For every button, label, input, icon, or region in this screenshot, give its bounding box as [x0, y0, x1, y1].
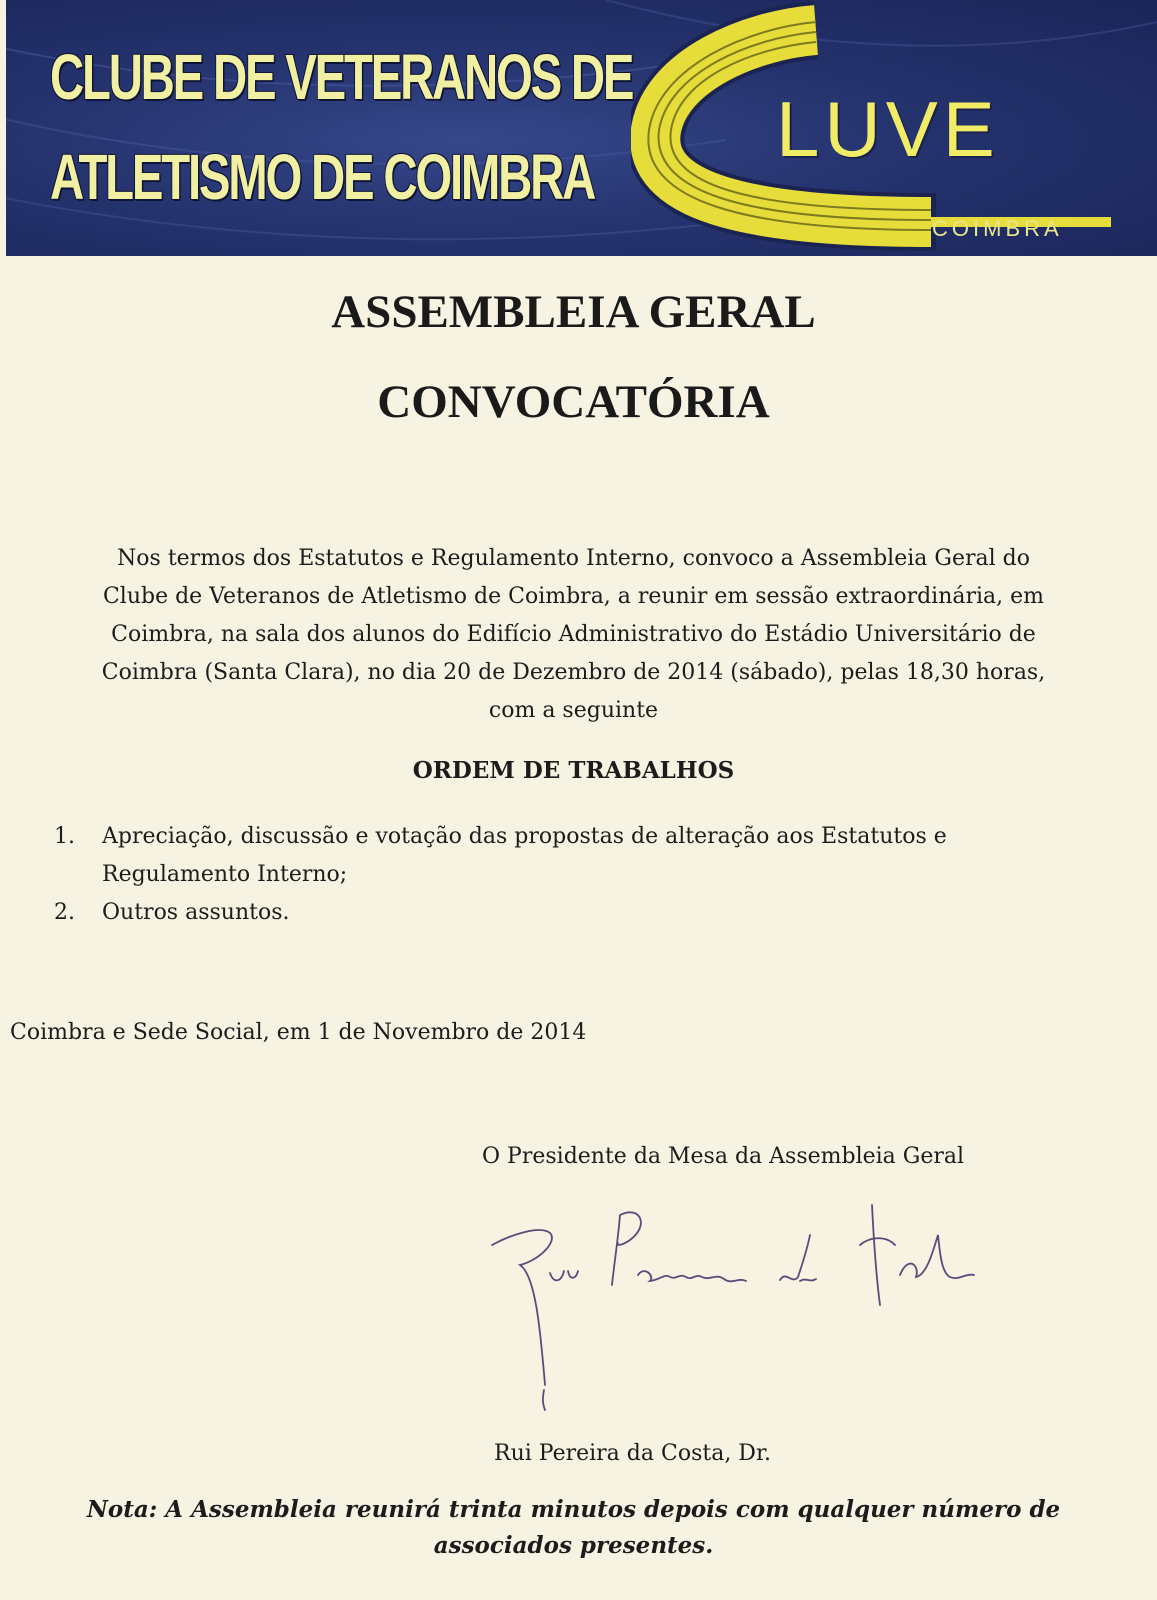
note-line: associados presentes.	[433, 1532, 714, 1559]
club-name-line1: CLUBE DE VETERANOS DE	[50, 41, 633, 113]
signatory-role: O Presidente da Mesa da Assembleia Geral	[482, 1144, 965, 1169]
agenda-item	[54, 818, 947, 856]
place-date: Coimbra e Sede Social, em 1 de Novembro de 2014	[10, 1020, 587, 1045]
document-subtitle: CONVOCATÓRIA	[377, 376, 770, 428]
club-name-line2: ATLETISMO DE COIMBRA	[50, 141, 595, 213]
note-line: Nota: A Assembleia reunirá trinta minutos depois com qualquer número de	[86, 1496, 1061, 1523]
body-line: Nos termos dos Estatutos e Regulamento Interno, convoco a Assembleia Geral do	[117, 546, 1030, 571]
document-title: ASSEMBLEIA GERAL	[331, 286, 816, 338]
agenda-item-text: Apreciação, discussão e votação das propostas de alteração aos Estatutos e	[102, 824, 947, 849]
body-line: Coimbra (Santa Clara), no dia 20 de Dezembro de 2014 (sábado), pelas 18,30 horas,	[101, 660, 1046, 685]
agenda-item-text: Outros assuntos.	[102, 900, 290, 925]
logo-city: COIMBRA	[932, 216, 1063, 241]
agenda-heading: ORDEM DE TRABALHOS	[412, 757, 735, 784]
body-line: Coimbra, na sala dos alunos do Edifício Administrativo do Estádio Universitário de	[111, 622, 1036, 647]
agenda-item	[54, 894, 290, 932]
note	[0, 1492, 1147, 1564]
signatory-name: Rui Pereira da Costa, Dr.	[494, 1441, 772, 1466]
agenda-item-number: 1.	[54, 824, 75, 849]
body-line: com a seguinte	[488, 698, 659, 723]
agenda-item-number: 2.	[54, 900, 75, 925]
handwritten-signature	[480, 1185, 1020, 1415]
header-banner	[6, 0, 1157, 256]
logo-wordmark: LUVE	[776, 85, 1000, 173]
body-line: Clube de Veteranos de Atletismo de Coimbra, a reunir em sessão extraordinária, em	[102, 584, 1045, 609]
agenda-item-continuation: Regulamento Interno;	[102, 862, 348, 887]
body-paragraph	[0, 540, 1147, 730]
